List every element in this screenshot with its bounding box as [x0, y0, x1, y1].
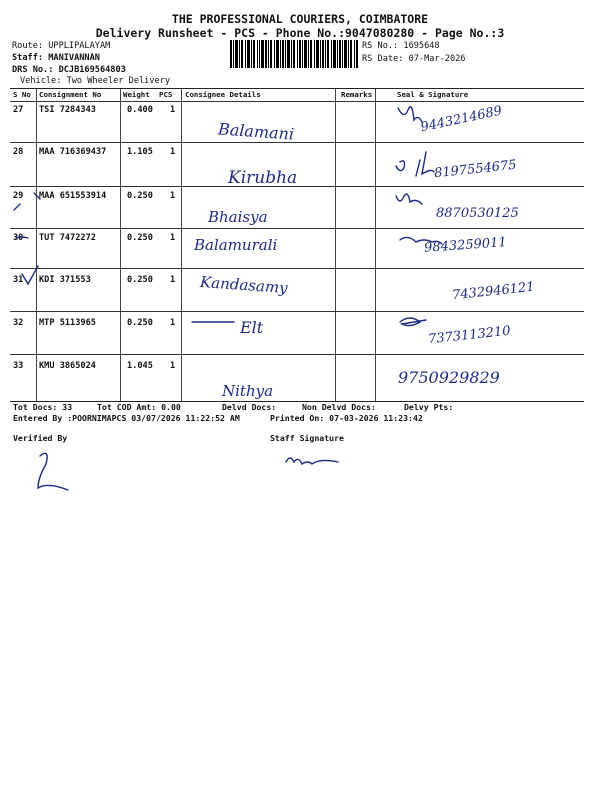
row-consignment: MTP 5113965: [39, 318, 96, 328]
row-weight: 0.400: [127, 105, 153, 115]
entered-by: Entered By :POORNIMAPCS 03/07/2026 11:22:52 AM: [13, 413, 240, 423]
row-pcs: 1: [170, 147, 176, 157]
row-weight: 0.250: [127, 318, 153, 328]
header-consignment: Consignment No: [39, 90, 102, 99]
rs-info: [362, 40, 465, 66]
seal-handwriting: 9843259011: [423, 235, 508, 256]
consignee-handwriting: Kirubha: [228, 168, 298, 188]
header-remarks: Remarks: [341, 90, 373, 99]
row-divider: [10, 142, 584, 143]
verified-by-label: Verified By: [13, 433, 68, 443]
row-divider: [10, 311, 584, 312]
header-weight: Weight: [123, 90, 150, 99]
delvd-docs: Delvd Docs:: [222, 402, 277, 412]
row-sno: 29: [13, 191, 24, 201]
consignee-handwriting: Balamani: [217, 119, 295, 144]
printed-on: Printed On: 07-03-2026 11:23:42: [270, 413, 423, 423]
tot-cod: Tot COD Amt: 0.00: [97, 402, 181, 412]
drs-label: DRS No.: DCJB169564803: [12, 65, 126, 75]
consignee-handwriting: Kandasamy: [199, 272, 289, 298]
header-sno: S No: [13, 90, 31, 99]
row-pcs: 1: [170, 318, 176, 328]
row-sno: 32: [13, 318, 24, 328]
seal-handwriting: 7432946121: [451, 279, 536, 304]
row-consignment: TSI 7284343: [39, 105, 96, 115]
row-weight: 0.250: [127, 191, 153, 201]
row-sno: 33: [13, 361, 24, 371]
seal-handwriting: 9443214689: [419, 103, 504, 136]
barcode-image: [230, 40, 358, 68]
row-pcs: 1: [170, 361, 176, 371]
row-sno: 30: [13, 233, 24, 243]
header-seal: Seal & Signature: [397, 90, 469, 99]
route-label: Route: UPPLIPALAYAM: [12, 41, 111, 51]
row-pcs: 1: [170, 191, 176, 201]
row-consignment: KMU 3865024: [39, 361, 96, 371]
header-consignee: Consignee Details: [185, 90, 261, 99]
row-divider: [10, 354, 584, 355]
row-sno: 28: [13, 147, 24, 157]
row-divider: [10, 268, 584, 269]
row-sno: 27: [13, 105, 24, 115]
row-consignment: TUT 7472272: [39, 233, 96, 243]
row-consignment: MAA 716369437: [39, 147, 107, 157]
row-consignment: MAA 651553914: [39, 191, 107, 201]
rs-date: RS Date: 07-Mar-2026: [362, 54, 466, 64]
row-weight: 0.250: [127, 275, 153, 285]
seal-handwriting: 7373113210: [427, 323, 512, 348]
consignee-handwriting: Balamurali: [194, 236, 278, 254]
row-weight: 1.105: [127, 147, 153, 157]
staff-signature-label: Staff Signature: [270, 433, 344, 443]
row-pcs: 1: [170, 105, 176, 115]
runsheet-subtitle: Delivery Runsheet - PCS - Phone No.:9047080280 - Page No.:3: [95, 26, 505, 40]
header-pcs: PCS: [159, 90, 173, 99]
delvy-pts: Delvy Pts:: [404, 402, 454, 412]
staff-label: Staff: MANIVANNAN: [12, 53, 100, 63]
seal-handwriting: 8870530125: [436, 206, 519, 221]
row-weight: 0.250: [127, 233, 153, 243]
consignee-handwriting: Bhaisya: [208, 208, 268, 226]
tot-docs: Tot Docs: 33: [13, 402, 73, 412]
consignee-handwriting: Elt: [240, 318, 264, 337]
row-pcs: 1: [170, 275, 176, 285]
row-pcs: 1: [170, 233, 176, 243]
staff-signature-scribble: [286, 458, 338, 464]
row-divider: [10, 228, 584, 229]
seal-handwriting: 9750929829: [398, 368, 500, 387]
non-delvd-docs: Non Delvd Docs:: [302, 402, 376, 412]
company-title: THE PROFESSIONAL COURIERS, COIMBATORE: [171, 12, 429, 26]
row-weight: 1.045: [127, 361, 153, 371]
row-sno: 31: [13, 275, 24, 285]
row-divider: [10, 101, 584, 102]
consignee-handwriting: Nithya: [222, 382, 274, 400]
seal-handwriting: 8197554675: [433, 157, 518, 182]
rs-number: RS No.: 1695648: [362, 41, 440, 51]
vehicle-label: Vehicle: Two Wheeler Delivery: [20, 76, 171, 86]
row-consignment: KDI 371553: [39, 275, 91, 285]
verifier-signature: [38, 453, 68, 490]
